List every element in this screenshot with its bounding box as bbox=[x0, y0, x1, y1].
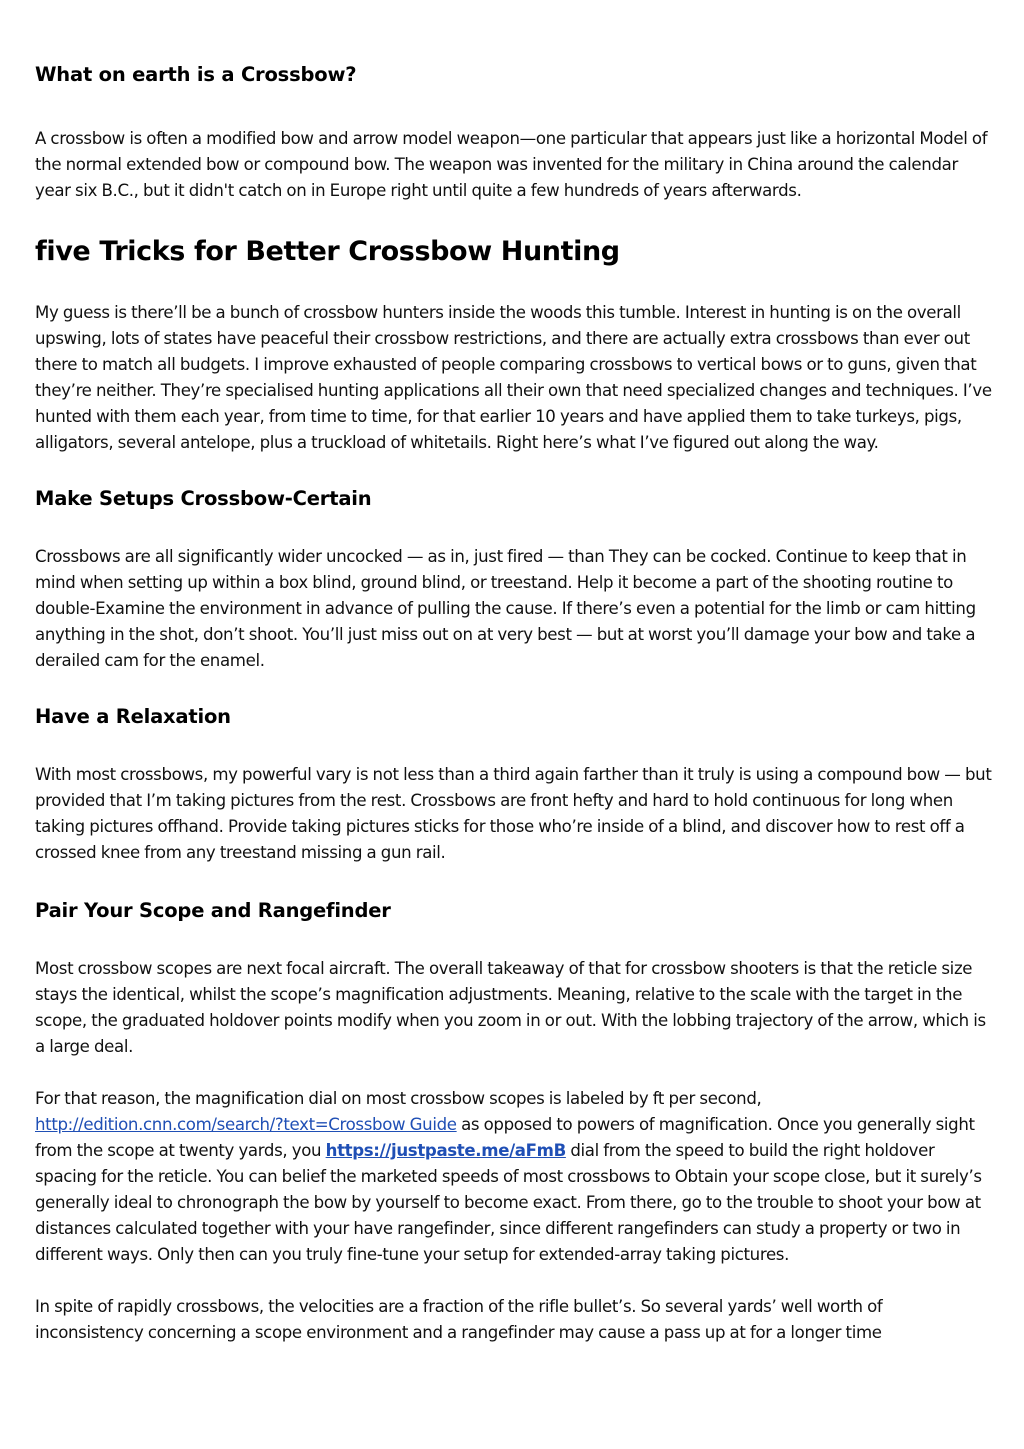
heading-make-setups: Make Setups Crossbow-Certain bbox=[35, 487, 372, 510]
paragraph-text-part1: For that reason, the magnification dial on most crossbow scopes is labeled by ft per second, bbox=[35, 1089, 762, 1108]
heading-pair-scope: Pair Your Scope and Rangefinder bbox=[35, 899, 391, 922]
paragraph-text-part3: dial from the speed to build the right holdover spacing for the reticle. You can belief the marketed speeds of most crossbows to Obtain your scope close, but it surely’s generally ideal to chronograph the bow by yourself to become exact. From there, go to the trouble to shoot your bow at distances calculated together with your have rangefinder, since different rangefinders can study a property or two in different ways. Only then can you truly fine-tune your setup for extended-array taking pictures. bbox=[35, 1141, 982, 1264]
paragraph-crossbow-definition: A crossbow is often a modified bow and arrow model weapon—one particular that appears just like a horizontal Model of the normal extended bow or compound bow. The weapon was invented for the military in China around the calendar year six B.C., but it didn't catch on in Europe right until quite a few hundreds of years afterwards. bbox=[35, 129, 988, 200]
cnn-search-link[interactable]: http://edition.cnn.com/search/?text=Crossbow Guide bbox=[35, 1115, 457, 1134]
paragraph-scopes-focal: Most crossbow scopes are next focal aircraft. The overall takeaway of that for crossbow shooters is that the reticle size stays the identical, whilst the scope’s magnification adjustments. Meaning, relative to the scale with the target in the scope, the graduated holdover points modify when you zoom in or out. With the lobbing trajectory of the arrow, which is a large deal. bbox=[35, 959, 986, 1056]
paragraph-relaxation: With most crossbows, my powerful vary is not less than a third again farther than it truly is using a compound bow — but provided that I’m taking pictures from the rest. Crossbows are front hefty and hard to hold continuous for long when taking pictures offhand. Provide taking pictures sticks for those who’re inside of a blind, and discover how to rest off a crossed knee from any treestand missing a gun rail. bbox=[35, 765, 992, 862]
paragraph-velocities: In spite of rapidly crossbows, the velocities are a fraction of the rifle bullet’s. So several yards’ well worth of inconsistency concerning a scope environment and a rangefinder may cause a pass up at for a longer time bbox=[35, 1297, 883, 1342]
paragraph-magnification-dial bbox=[35, 1086, 995, 1268]
article bbox=[35, 62, 995, 1346]
paragraph-setups: Crossbows are all significantly wider uncocked — as in, just fired — than They can be cocked. Continue to keep that in mind when setting up within a box blind, ground blind, or treestand. Help it become a part of the shooting routine to double-Examine the environment in advance of pulling the cause. If there’s even a potential for the limb or cam hitting anything in the shot, don’t shoot. You’ll just miss out on at very best — but at worst you’ll damage your bow and take a derailed cam for the enamel. bbox=[35, 547, 976, 670]
heading-five-tricks: five Tricks for Better Crossbow Hunting bbox=[35, 236, 620, 267]
paragraph-crossbow-hunters: My guess is there’ll be a bunch of crossbow hunters inside the woods this tumble. Interest in hunting is on the overall upswing, lots of states have peaceful their crossbow restrictions, and there are actually extra crossbows than ever out there to match all budgets. I improve exhausted of people comparing crossbows to vertical bows or to guns, given that they’re neither. They’re specialised hunting applications all their own that need specialized changes and techniques. I’ve hunted with them each year, from time to time, for that earlier 10 years and have applied them to take turkeys, pigs, alligators, several antelope, plus a truckload of whitetails. Right here’s what I’ve figured out along the way. bbox=[35, 303, 992, 452]
justpaste-link[interactable]: https://justpaste.me/aFmB bbox=[325, 1141, 566, 1160]
heading-have-relaxation: Have a Relaxation bbox=[35, 705, 231, 728]
paragraph-text-part2: as opposed to powers of magnification. Once you generally sight from the scope at twenty yards, you bbox=[35, 1115, 975, 1160]
heading-what-is-crossbow: What on earth is a Crossbow? bbox=[35, 63, 357, 86]
